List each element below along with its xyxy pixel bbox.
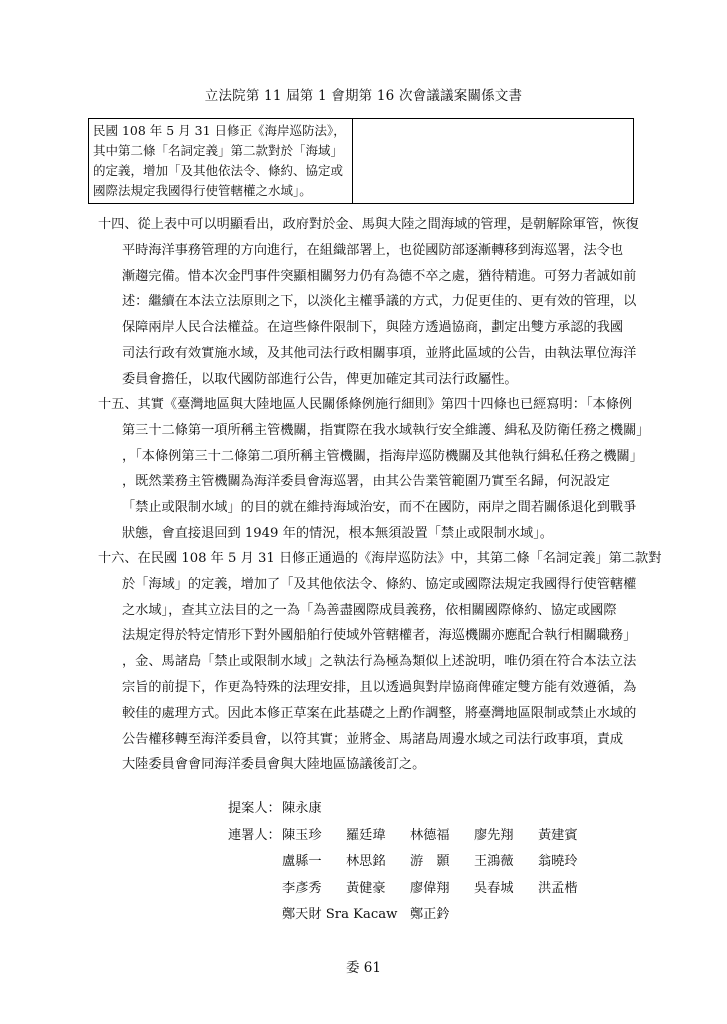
paragraph-line: 公告權移轉至海洋委員會，以符其實；並將金、馬諸島周邊水域之司法行政事項，責成: [122, 731, 624, 747]
paragraph-line: 法規定得於特定情形下對外國船舶行使域外管轄權者，海巡機關亦應配合執行相關職務」: [122, 628, 637, 644]
paragraph-line: 委員會擔任，以取代國防部進行公告，俾更加確定其司法行政屬性。: [122, 371, 518, 387]
paragraph-line: 漸趨完備。惜本次金門事件突顯相關努力仍有為德不卒之處，猶待精進。可努力者誠如前: [122, 268, 637, 284]
cosigner-name: 廖先翔: [474, 827, 514, 843]
paragraph-line: ，金、馬諸島「禁止或限制水域」之執法行為極為類似上述說明，唯仍須在符合本法立法: [122, 654, 637, 670]
table-cell-left: [89, 119, 353, 204]
cosigner-label: 連署人：: [228, 827, 281, 843]
section-14: [98, 212, 639, 393]
paragraph-line: 狀態，會直接退回到 1949 年的情況，根本無須設置「禁止或限制水域」。: [122, 525, 553, 541]
proposer-name: 陳永康: [282, 801, 322, 816]
table-cell-line: 其中第二條「名詞定義」第二款對於「海域」: [93, 143, 344, 158]
paragraph-line: 平時海洋事務管理的方向進行，在組織部署上，也從國防部逐漸轉移到海巡署，法令也: [122, 242, 624, 258]
page-number: 委 61: [346, 960, 381, 976]
cosigner-name: 鄭天財 Sra Kacaw: [282, 907, 398, 922]
paragraph-line: 司法行政有效實施水域，及其他司法行政相關事項，並將此區域的公告，由執法單位海洋: [122, 345, 637, 361]
paragraph-line: 十五、其實《臺灣地區與大陸地區人民關係條例施行細則》第四十四條也已經寫明：「本條例: [98, 397, 633, 412]
paragraph-line: 較佳的處理方式。因此本修正草案在此基礎之上酌作調整，將臺灣地區限制或禁止水域的: [122, 705, 637, 721]
cosigner-name: 黃建賓: [538, 827, 578, 843]
paragraph-line: 大陸委員會會同海洋委員會與大陸地區協議後訂之。: [122, 757, 426, 773]
paragraph-line: 十四、從上表中可以明顯看出，政府對於金、馬與大陸之間海域的管理，是朝解除軍管，恢復: [98, 217, 639, 232]
paragraph-line: 第三十二條第一項所稱主管機關，指實際在我水域執行安全維護、緝私及防衛任務之機關」: [122, 422, 650, 438]
table-cell-line: 民國 108 年 5 月 31 日修正《海岸巡防法》，: [93, 123, 346, 138]
table-row: [89, 119, 634, 204]
page-header: 立法院第 11 屆第 1 會期第 16 次會議議案關係文書: [204, 88, 523, 104]
paragraph-line: ，「本條例第三十二條第二項所稱主管機關，指海岸巡防機關及其他執行緝私任務之機關」: [122, 448, 643, 464]
paragraph-line: 宗旨的前提下，作更為特殊的法理安排，且以透過與對岸協商俾確定雙方能有效遵循，為: [122, 679, 637, 695]
paragraph-line: 保障兩岸人民合法權益。在這些條件限制下，與陸方透過協商，劃定出雙方承認的我國: [122, 320, 624, 336]
paragraph-line: 述：繼續在本法立法原則之下，以淡化主權爭議的方式，力促更佳的、更有效的管理，以: [122, 294, 637, 310]
section-16: [98, 546, 661, 778]
section-15: [98, 392, 650, 547]
table-cell-line: 的定義，增加「及其他依法令、條約、協定或: [93, 163, 344, 178]
cosigner-name: 陳玉珍: [282, 827, 322, 843]
cosigner-name: 黃健豪: [346, 880, 386, 896]
cosigner-name: 吳春城: [474, 880, 514, 896]
paragraph-line: 之水域」，查其立法目的之一為「為善盡國際成員義務，依相關國際條約、協定或國際: [122, 602, 617, 618]
proposer-label: 提案人：: [228, 801, 281, 816]
paragraph-line: 於「海域」的定義，增加了「及其他依法令、條約、協定或國際法規定我國得行使管轄權: [122, 576, 637, 592]
cosigner-name: 羅廷瑋: [346, 827, 386, 843]
cosigner-name: 翁曉玲: [538, 854, 578, 869]
cosigner-name: 王鴻薇: [474, 854, 514, 869]
paragraph-line: ，既然業務主管機關為海洋委員會海巡署，由其公告業管範圍乃實至名歸，何況設定: [122, 474, 610, 490]
cosigner-name: 李彥秀: [282, 880, 322, 896]
cosigner-name: 洪孟楷: [538, 880, 578, 896]
amendment-table: [88, 118, 634, 204]
paragraph-line: 「禁止或限制水域」的目的就在維持海域治安，而不在國防，兩岸之間若關係退化到戰爭: [122, 500, 637, 516]
cosigner-name: 林思銘: [346, 854, 386, 869]
table-cell-right: [353, 119, 634, 204]
cosigner-name: 林德福: [410, 827, 450, 843]
paragraph-line: 十六、在民國 108 年 5 月 31 日修正通過的《海岸巡防法》中，其第二條「名詞定義」第二款對: [98, 551, 662, 566]
cosigner-name: 廖偉翔: [410, 880, 450, 896]
cosigner-name: 游 顥: [410, 854, 450, 869]
cosigner-name: 盧縣一: [282, 854, 322, 869]
cosigner-name: 鄭正鈐: [410, 907, 450, 922]
table-cell-line: 國際法規定我國得行使管轄權之水域」。: [93, 183, 312, 198]
